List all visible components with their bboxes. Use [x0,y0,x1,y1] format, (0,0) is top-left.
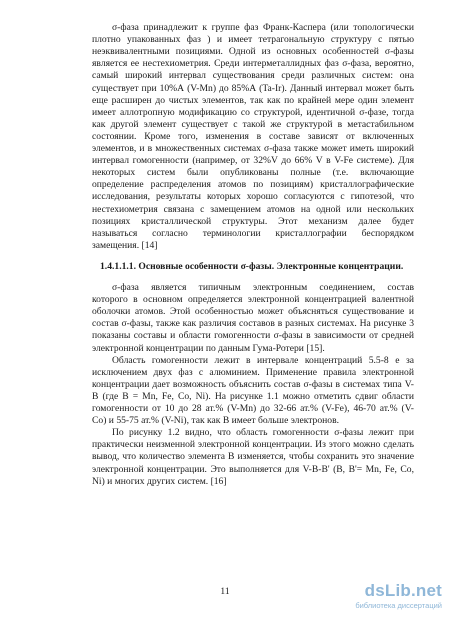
watermark-subtitle: библиотека диссертаций [355,601,442,610]
text-line: элементов, и в множественных системах σ-фаза также может иметь широкий [92,143,414,154]
text-line: неэквивалентными позициями. Одной из основных особенностей σ-фазы [92,46,414,58]
text-line: исключением двух фаз с алюминием. Применение правила электронной [92,366,414,378]
text-line: Область гомогенности лежит в интервале концентраций 5.5-8 e за [112,354,414,366]
text-line: имеет аллотропную модификацию со структурой, идентичной σ-фазе, тогда [92,106,414,118]
text-line: плотно упакованных фаз ) и имеет тетрагональную структуру с пятью [92,34,414,46]
text-line: нестехиометрия связана с замещением атомов на одной или нескольких [92,203,414,215]
text-line: исследования, результаты которых хорошо согласуются с гипотезой, что [92,191,414,203]
section-heading: 1.4.1.1.1. Основные особенности σ-фазы. Электронные концентрации. [100,260,404,272]
text-line: электронной концентрации. Это выполняется для V-B-B' (B, B'= Mn, Fe, Co, [92,463,414,475]
text-line: электронной концентрации по данным Гума-Ротери [15]. [92,342,325,354]
watermark [340,581,442,611]
page-number: 11 [220,587,230,597]
text-line: еще расширен до чистых элементов, так как по крайней мере один элемент [92,94,414,106]
text-line: называться согласно терминологии кристаллографии беспорядком [92,227,414,239]
text-line: Ni) и многих других систем. [16] [92,475,227,487]
text-line: которого в основном определяется электронной концентрацией валентной [92,294,414,306]
text-line: оболочки атомов. Этой особенностью может объясняться существование и [92,306,414,318]
text-line: определение распределения атомов по позициям) кристаллографические [92,179,414,191]
text-line: вывод, что количество элемента В изменяется, чтобы сохранить это значение [92,451,414,463]
text-line: существует при 10%А (V-Mn) до 85%А (Ta-Ir). Данный интервал может быть [92,82,414,94]
text-line: B (где B = Mn, Fe, Co, Ni). На рисунке 1.1 можно отметить сдвиг области [92,390,414,402]
text-line: является ее нестехиометрия. Среди интерметаллидных фаз σ-фаза, вероятно, [92,58,414,70]
text-line: Co) и 55-75 ат.% (V-Ni), так как B имеет больше электронов. [92,415,340,427]
text-line: позициях кристаллической структуры. Этот механизм далее будет [92,215,414,227]
text-line: состав σ-фазы, также как различия составов в разных системах. На рисунке 3 [92,318,414,330]
text-line: концентрации дает возможность объяснить состав σ-фазы в системах типа V- [92,378,414,390]
text-line: По рисунку 1.2 видно, что область гомогенности σ-фазы лежит при [112,427,414,439]
text-line: интервал гомогенности (например, от 32%V до 66% V в V-Fe системе). Для [92,155,414,167]
text-line: самый широкий интервал существования среди различных систем: она [92,70,414,82]
text-line: показаны составы и области гомогенности σ-фазы в зависимости от средней [92,330,414,342]
text-line: некоторых систем были опубликованы полные (т.е. включающие [92,167,414,179]
text-line: как другой элемент существует с такой же структурой в метастабильном [92,118,414,130]
text-line: гомогенности от 10 до 28 ат.% (V-Mn) до 32-66 ат.% (V-Fe), 46-70 ат.% (V- [92,403,414,414]
text-line: замещения. [14] [92,239,158,251]
watermark-logo: dsLib.net [364,581,442,600]
text-line: σ-фаза принадлежит к группе фаз Франк-Каспера (или топологически [112,22,414,33]
text-line: σ-фаза является типичным электронным соединением, состав [112,282,414,293]
text-line: практически неизменной электронной концентрации. Из этого можно сделать [92,439,414,451]
text-line: состоянии. Кроме того, изменения в составе зависят от включенных [92,130,414,142]
